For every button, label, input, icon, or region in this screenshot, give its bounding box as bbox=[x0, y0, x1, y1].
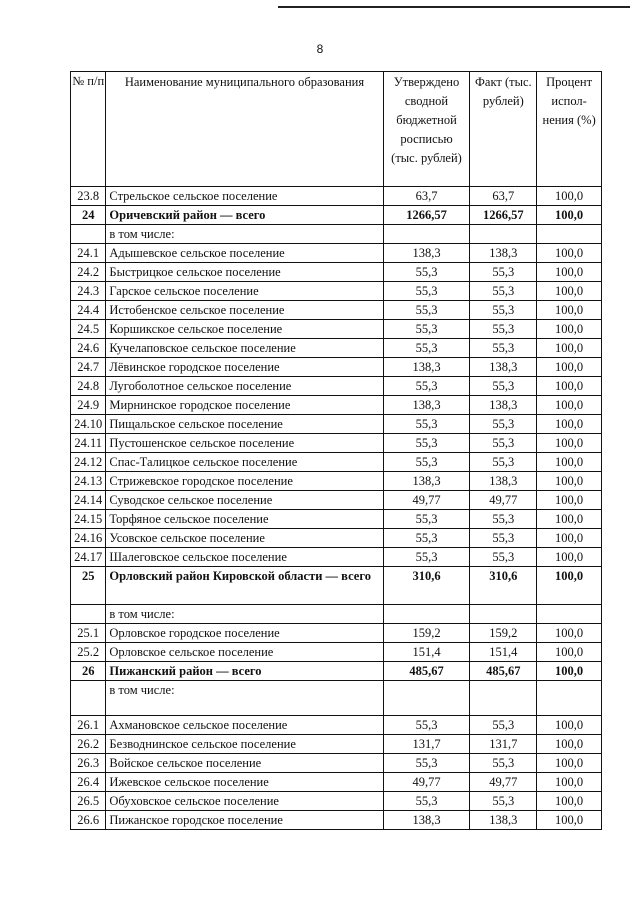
row-approved bbox=[383, 681, 470, 716]
row-num: 24.2 bbox=[71, 263, 106, 282]
row-fact: 138,3 bbox=[470, 244, 537, 263]
row-name: Торфяное сельское поселение bbox=[106, 510, 383, 529]
row-num: 24.14 bbox=[71, 491, 106, 510]
row-fact: 138,3 bbox=[470, 472, 537, 491]
row-approved bbox=[383, 225, 470, 244]
table-header-row bbox=[71, 72, 602, 187]
row-approved: 1266,57 bbox=[383, 206, 470, 225]
row-percent: 100,0 bbox=[537, 453, 602, 472]
row-num: 24 bbox=[71, 206, 106, 225]
row-fact: 63,7 bbox=[470, 187, 537, 206]
row-approved: 131,7 bbox=[383, 735, 470, 754]
row-approved bbox=[383, 605, 470, 624]
row-approved: 138,3 bbox=[383, 396, 470, 415]
row-name: Орловское городское поселение bbox=[106, 624, 383, 643]
row-fact: 159,2 bbox=[470, 624, 537, 643]
row-approved: 55,3 bbox=[383, 529, 470, 548]
table-row bbox=[71, 225, 602, 244]
table-row bbox=[71, 491, 602, 510]
row-approved: 138,3 bbox=[383, 472, 470, 491]
table-row bbox=[71, 662, 602, 681]
table-row bbox=[71, 358, 602, 377]
row-percent: 100,0 bbox=[537, 434, 602, 453]
header-name: Наименование муниципального образования bbox=[106, 72, 383, 187]
row-approved: 55,3 bbox=[383, 282, 470, 301]
row-percent: 100,0 bbox=[537, 320, 602, 339]
row-percent: 100,0 bbox=[537, 624, 602, 643]
row-num: 24.1 bbox=[71, 244, 106, 263]
row-fact: 151,4 bbox=[470, 643, 537, 662]
row-fact: 1266,57 bbox=[470, 206, 537, 225]
row-fact: 55,3 bbox=[470, 377, 537, 396]
row-num bbox=[71, 225, 106, 244]
row-approved: 55,3 bbox=[383, 301, 470, 320]
row-name: Стрельское сельское поселение bbox=[106, 187, 383, 206]
table-row bbox=[71, 529, 602, 548]
row-fact: 138,3 bbox=[470, 811, 537, 830]
row-approved: 49,77 bbox=[383, 773, 470, 792]
row-num: 24.13 bbox=[71, 472, 106, 491]
row-percent: 100,0 bbox=[537, 282, 602, 301]
row-approved: 138,3 bbox=[383, 811, 470, 830]
row-fact: 55,3 bbox=[470, 339, 537, 358]
row-num: 26 bbox=[71, 662, 106, 681]
row-percent: 100,0 bbox=[537, 811, 602, 830]
row-approved: 55,3 bbox=[383, 320, 470, 339]
row-percent: 100,0 bbox=[537, 548, 602, 567]
row-name: Быстрицкое сельское поселение bbox=[106, 263, 383, 282]
row-approved: 159,2 bbox=[383, 624, 470, 643]
row-fact: 55,3 bbox=[470, 716, 537, 735]
row-approved: 485,67 bbox=[383, 662, 470, 681]
table-row bbox=[71, 643, 602, 662]
row-fact: 55,3 bbox=[470, 754, 537, 773]
table-row bbox=[71, 510, 602, 529]
row-fact: 49,77 bbox=[470, 773, 537, 792]
table-row bbox=[71, 792, 602, 811]
row-name: Войское сельское поселение bbox=[106, 754, 383, 773]
row-fact: 55,3 bbox=[470, 434, 537, 453]
row-approved: 55,3 bbox=[383, 754, 470, 773]
row-name: Пустошенское сельское поселение bbox=[106, 434, 383, 453]
table-row bbox=[71, 754, 602, 773]
row-fact bbox=[470, 681, 537, 716]
row-name: Орловский район Кировской области — всего bbox=[106, 567, 383, 605]
row-fact: 55,3 bbox=[470, 792, 537, 811]
row-percent: 100,0 bbox=[537, 415, 602, 434]
row-approved: 55,3 bbox=[383, 377, 470, 396]
row-name: Пижанский район — всего bbox=[106, 662, 383, 681]
row-num: 24.4 bbox=[71, 301, 106, 320]
row-approved: 63,7 bbox=[383, 187, 470, 206]
row-num: 24.17 bbox=[71, 548, 106, 567]
row-percent: 100,0 bbox=[537, 472, 602, 491]
row-fact: 55,3 bbox=[470, 548, 537, 567]
row-fact: 485,67 bbox=[470, 662, 537, 681]
row-num: 24.6 bbox=[71, 339, 106, 358]
table-row bbox=[71, 453, 602, 472]
row-name: Коршикское сельское поселение bbox=[106, 320, 383, 339]
row-num: 26.5 bbox=[71, 792, 106, 811]
row-num: 26.1 bbox=[71, 716, 106, 735]
row-percent bbox=[537, 605, 602, 624]
row-approved: 55,3 bbox=[383, 716, 470, 735]
row-num: 25.2 bbox=[71, 643, 106, 662]
row-fact: 138,3 bbox=[470, 358, 537, 377]
row-approved: 138,3 bbox=[383, 244, 470, 263]
row-fact: 55,3 bbox=[470, 510, 537, 529]
row-num: 24.9 bbox=[71, 396, 106, 415]
table-row bbox=[71, 735, 602, 754]
page-number: 8 bbox=[316, 42, 324, 56]
row-name: Оричевский район — всего bbox=[106, 206, 383, 225]
row-percent: 100,0 bbox=[537, 377, 602, 396]
row-name: Кучелаповское сельское поселение bbox=[106, 339, 383, 358]
table-row bbox=[71, 415, 602, 434]
row-fact: 55,3 bbox=[470, 415, 537, 434]
row-num: 24.15 bbox=[71, 510, 106, 529]
row-name: Орловское сельское поселение bbox=[106, 643, 383, 662]
row-name: в том числе: bbox=[106, 605, 383, 624]
row-percent: 100,0 bbox=[537, 301, 602, 320]
row-num: 24.5 bbox=[71, 320, 106, 339]
table-row bbox=[71, 434, 602, 453]
row-percent: 100,0 bbox=[537, 206, 602, 225]
header-fact: Факт (тыс. рублей) bbox=[470, 72, 537, 187]
row-approved: 55,3 bbox=[383, 453, 470, 472]
row-name: Стрижевское городское поселение bbox=[106, 472, 383, 491]
table-row bbox=[71, 301, 602, 320]
row-num: 24.12 bbox=[71, 453, 106, 472]
row-fact: 55,3 bbox=[470, 529, 537, 548]
row-name: Лёвинское городское поселение bbox=[106, 358, 383, 377]
table-row bbox=[71, 567, 602, 605]
row-name: Мирнинское городское поселение bbox=[106, 396, 383, 415]
table-row bbox=[71, 681, 602, 716]
row-approved: 151,4 bbox=[383, 643, 470, 662]
row-fact: 310,6 bbox=[470, 567, 537, 605]
header-percent: Процент испол-нения (%) bbox=[537, 72, 602, 187]
row-fact: 55,3 bbox=[470, 453, 537, 472]
row-percent: 100,0 bbox=[537, 773, 602, 792]
row-name: в том числе: bbox=[106, 681, 383, 716]
header-approved: Утверждено сводной бюджетной росписью (тыс. рублей) bbox=[383, 72, 470, 187]
row-name: Спас-Талицкое сельское поселение bbox=[106, 453, 383, 472]
row-fact bbox=[470, 605, 537, 624]
table-row bbox=[71, 263, 602, 282]
table-row bbox=[71, 339, 602, 358]
row-percent: 100,0 bbox=[537, 792, 602, 811]
row-fact: 55,3 bbox=[470, 282, 537, 301]
table-row bbox=[71, 472, 602, 491]
row-num: 24.7 bbox=[71, 358, 106, 377]
row-num: 26.6 bbox=[71, 811, 106, 830]
table-row bbox=[71, 244, 602, 263]
table-row bbox=[71, 396, 602, 415]
row-num bbox=[71, 605, 106, 624]
row-percent: 100,0 bbox=[537, 244, 602, 263]
row-name: Ижевское сельское поселение bbox=[106, 773, 383, 792]
row-approved: 138,3 bbox=[383, 358, 470, 377]
table-body bbox=[71, 187, 602, 830]
row-percent: 100,0 bbox=[537, 358, 602, 377]
budget-table bbox=[70, 71, 602, 830]
row-name: Безводнинское сельское поселение bbox=[106, 735, 383, 754]
row-num: 26.2 bbox=[71, 735, 106, 754]
row-fact: 49,77 bbox=[470, 491, 537, 510]
row-num: 25.1 bbox=[71, 624, 106, 643]
row-percent: 100,0 bbox=[537, 754, 602, 773]
row-name: в том числе: bbox=[106, 225, 383, 244]
row-approved: 55,3 bbox=[383, 339, 470, 358]
table-row bbox=[71, 187, 602, 206]
row-name: Обуховское сельское поселение bbox=[106, 792, 383, 811]
row-fact: 138,3 bbox=[470, 396, 537, 415]
row-approved: 55,3 bbox=[383, 548, 470, 567]
row-name: Усовское сельское поселение bbox=[106, 529, 383, 548]
row-percent: 100,0 bbox=[537, 643, 602, 662]
row-num: 24.8 bbox=[71, 377, 106, 396]
row-approved: 55,3 bbox=[383, 434, 470, 453]
row-percent: 100,0 bbox=[537, 510, 602, 529]
row-approved: 49,77 bbox=[383, 491, 470, 510]
row-fact: 55,3 bbox=[470, 301, 537, 320]
row-name: Истобенское сельское поселение bbox=[106, 301, 383, 320]
row-percent: 100,0 bbox=[537, 529, 602, 548]
row-num: 23.8 bbox=[71, 187, 106, 206]
top-rule bbox=[278, 6, 630, 8]
row-name: Ахмановское сельское поселение bbox=[106, 716, 383, 735]
row-percent: 100,0 bbox=[537, 396, 602, 415]
row-name: Шалеговское сельское поселение bbox=[106, 548, 383, 567]
row-name: Гарское сельское поселение bbox=[106, 282, 383, 301]
table-row bbox=[71, 605, 602, 624]
row-percent: 100,0 bbox=[537, 263, 602, 282]
row-fact: 55,3 bbox=[470, 320, 537, 339]
row-fact: 131,7 bbox=[470, 735, 537, 754]
table-row bbox=[71, 716, 602, 735]
table-row bbox=[71, 811, 602, 830]
row-num bbox=[71, 681, 106, 716]
row-num: 24.10 bbox=[71, 415, 106, 434]
row-percent: 100,0 bbox=[537, 716, 602, 735]
header-num: № п/п bbox=[71, 72, 106, 187]
row-num: 26.3 bbox=[71, 754, 106, 773]
table-row bbox=[71, 377, 602, 396]
row-percent bbox=[537, 225, 602, 244]
row-approved: 310,6 bbox=[383, 567, 470, 605]
row-approved: 55,3 bbox=[383, 510, 470, 529]
row-percent: 100,0 bbox=[537, 662, 602, 681]
table-row bbox=[71, 773, 602, 792]
row-fact: 55,3 bbox=[470, 263, 537, 282]
table-row bbox=[71, 320, 602, 339]
row-num: 24.16 bbox=[71, 529, 106, 548]
row-percent: 100,0 bbox=[537, 735, 602, 754]
row-percent: 100,0 bbox=[537, 187, 602, 206]
row-approved: 55,3 bbox=[383, 792, 470, 811]
row-percent: 100,0 bbox=[537, 567, 602, 605]
table-row bbox=[71, 282, 602, 301]
row-name: Пищальское сельское поселение bbox=[106, 415, 383, 434]
row-name: Пижанское городское поселение bbox=[106, 811, 383, 830]
row-num: 25 bbox=[71, 567, 106, 605]
row-num: 24.11 bbox=[71, 434, 106, 453]
table-row bbox=[71, 548, 602, 567]
row-percent: 100,0 bbox=[537, 339, 602, 358]
row-fact bbox=[470, 225, 537, 244]
row-num: 24.3 bbox=[71, 282, 106, 301]
row-percent bbox=[537, 681, 602, 716]
row-name: Лугоболотное сельское поселение bbox=[106, 377, 383, 396]
row-name: Адышевское сельское поселение bbox=[106, 244, 383, 263]
table-row bbox=[71, 624, 602, 643]
row-approved: 55,3 bbox=[383, 415, 470, 434]
table-row bbox=[71, 206, 602, 225]
row-num: 26.4 bbox=[71, 773, 106, 792]
row-name: Суводское сельское поселение bbox=[106, 491, 383, 510]
row-approved: 55,3 bbox=[383, 263, 470, 282]
row-percent: 100,0 bbox=[537, 491, 602, 510]
